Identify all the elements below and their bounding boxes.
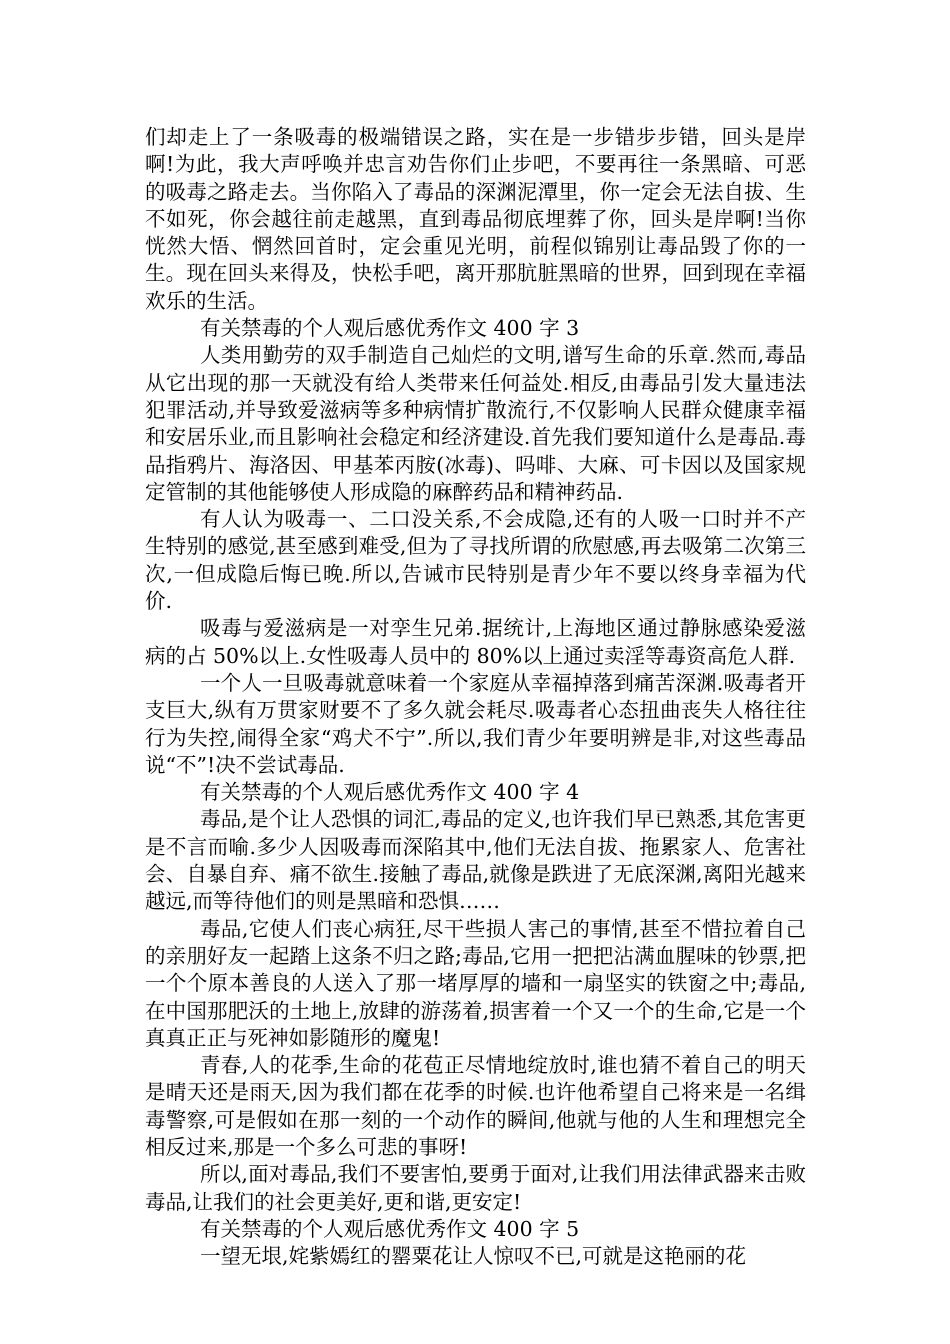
body-paragraph: 青春,人的花季,生命的花苞正尽情地绽放时,谁也猜不着自己的明天是晴天还是雨天,因为我们都在花季的时候.也许他希望自己将来是一名缉毒警察,可是假如在那一刻的一个动作的瞬间,他就与他的人生和理想完全相反过来,那是一个多么可悲的事呀!	[145, 1053, 806, 1159]
body-paragraph: 人类用勤劳的双手制造自己灿烂的文明,谱写生命的乐章.然而,毒品从它出现的那一天就没有给人类带来任何益处.相反,由毒品引发大量违法犯罪活动,并导致爱滋病等多种病情扩散流行,不仅影响人民群众健康幸福和安居乐业,而且影响社会稳定和经济建设.首先我们要知道什么是毒品.毒品指鸦片、海洛因、甲基苯丙胺(冰毒)、吗啡、大麻、可卡因以及国家规定管制的其他能够使人形成隐的麻醉药品和精神药品.	[145, 343, 806, 504]
body-paragraph: 们却走上了一条吸毒的极端错误之路，实在是一步错步步错，回头是岸啊!为此，我大声呼唤并忠言劝告你们止步吧，不要再往一条黑暗、可恶的吸毒之路走去。当你陷入了毒品的深渊泥潭里，你一定会无法自拔、生不如死，你会越往前走越黑，直到毒品彻底埋葬了你，回头是岸啊!当你恍然大悟、惘然回首时，定会重见光明，前程似锦别让毒品毁了你的一生。现在回头来得及，快松手吧，离开那肮脏黑暗的世界，回到现在幸福欢乐的生活。	[145, 125, 806, 313]
section-heading: 有关禁毒的个人观后感优秀作文 400 字 5	[200, 1216, 580, 1241]
body-paragraph: 所以,面对毒品,我们不要害怕,要勇于面对,让我们用法律武器来击败毒品,让我们的社会更美好,更和谐,更安定!	[145, 1162, 806, 1214]
document-page	[145, 124, 806, 1270]
body-paragraph: 吸毒与爱滋病是一对孪生兄弟.据统计,上海地区通过静脉感染爱滋病的占 50%以上.女性吸毒人员中的 80%以上通过卖淫等毒资高危人群.	[145, 616, 806, 668]
section-heading: 有关禁毒的个人观后感优秀作文 400 字 3	[200, 316, 580, 341]
body-paragraph: 有人认为吸毒一、二口没关系,不会成隐,还有的人吸一口时并不产生特别的感觉,甚至感到难受,但为了寻找所谓的欣慰感,再去吸第二次第三次,一但成隐后悔已晚.所以,告诫市民特别是青少年不要以终身幸福为代价.	[145, 507, 806, 614]
body-paragraph: 一望无垠,姹紫嫣红的罂粟花让人惊叹不已,可就是这艳丽的花	[200, 1244, 747, 1269]
body-paragraph: 毒品,是个让人恐惧的词汇,毒品的定义,也许我们早已熟悉,其危害更是不言而喻.多少人因吸毒而深陷其中,他们无法自拔、拖累家人、危害社会、自暴自弃、痛不欲生.接触了毒品,就像是跌进了无底深渊,离阳光越来越远,而等待他们的则是黑暗和恐惧……	[145, 807, 806, 914]
section-heading: 有关禁毒的个人观后感优秀作文 400 字 4	[200, 780, 580, 805]
body-paragraph: 毒品,它使人们丧心病狂,尽干些损人害己的事情,甚至不惜拉着自己的亲朋好友一起踏上这条不归之路;毒品,它用一把把沾满血腥味的钞票,把一个个原本善良的人送入了那一堵厚厚的墙和一扇坚实的铁窗之中;毒品,在中国那肥沃的土地上,放肆的游荡着,损害着一个又一个的生命,它是一个真真正正与死神如影随形的魔鬼!	[145, 916, 806, 1050]
body-paragraph: 一个人一旦吸毒就意味着一个家庭从幸福掉落到痛苦深渊.吸毒者开支巨大,纵有万贯家财要不了多久就会耗尽.吸毒者心态扭曲丧失人格往往行为失控,闹得全家“鸡犬不宁”.所以,我们青少年要明辨是非,对这些毒品说“不”!决不尝试毒品.	[145, 670, 806, 777]
